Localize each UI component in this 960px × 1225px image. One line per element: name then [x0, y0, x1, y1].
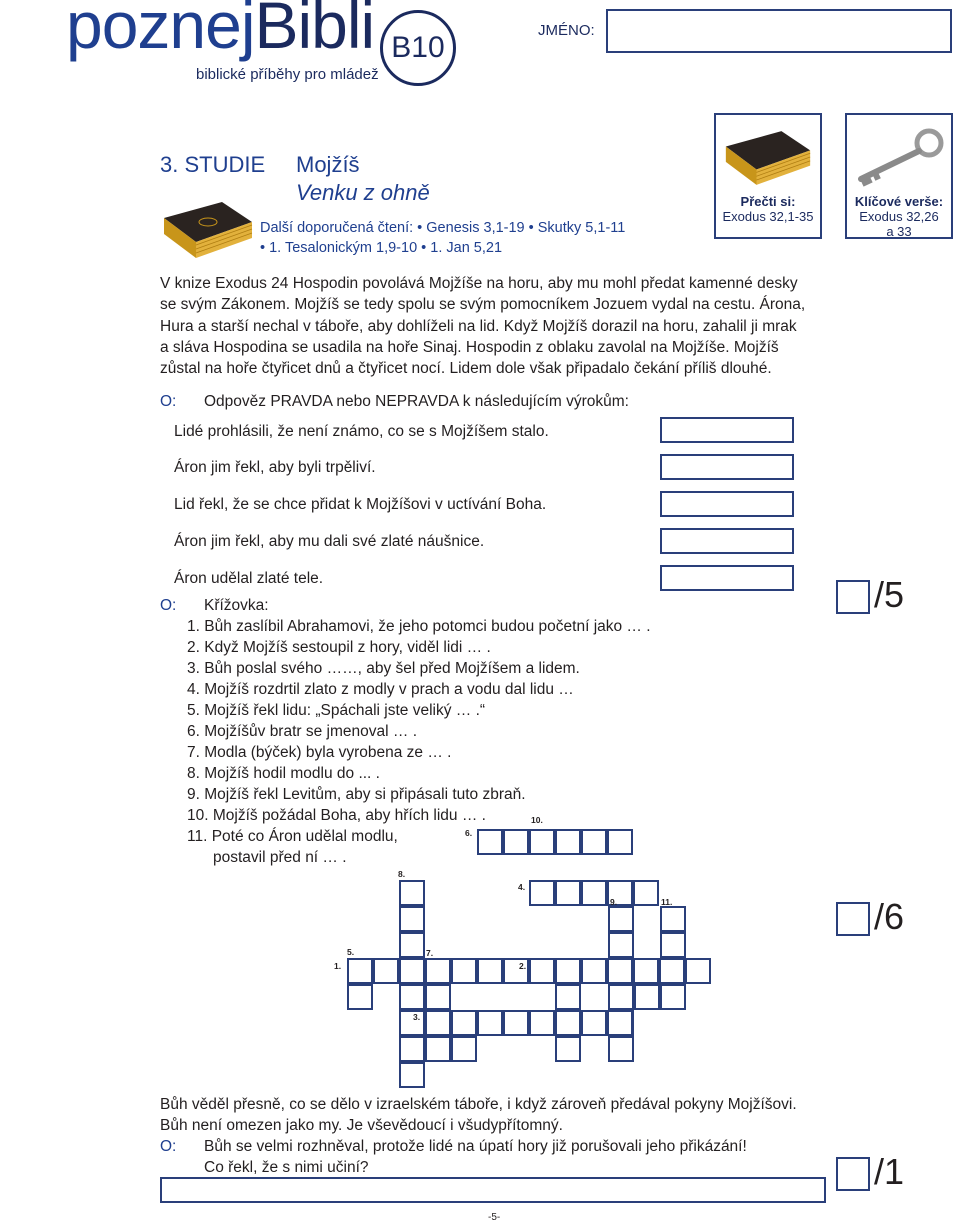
clue-number: 7.: [426, 948, 434, 958]
score-box[interactable]: [836, 1157, 870, 1191]
crossword-cell[interactable]: [633, 958, 659, 984]
score-box[interactable]: [836, 580, 870, 614]
crossword-cell[interactable]: [399, 958, 425, 984]
study-title: Mojžíš: [296, 152, 360, 177]
crossword-cell[interactable]: [529, 1010, 555, 1036]
closing-text: Bůh není omezen jako my. Je vševědoucí i všudypřítomný.: [160, 1117, 563, 1134]
answer-field[interactable]: [160, 1177, 826, 1203]
crossword-cell[interactable]: [607, 958, 633, 984]
crossword-cell[interactable]: [555, 958, 581, 984]
crossword-clue: 2. Když Mojžíš sestoupil z hory, viděl lidi … .: [187, 639, 491, 656]
page-number: -5-: [488, 1212, 501, 1223]
crossword-clue-continuation: postavil před ní … .: [213, 849, 347, 866]
bible-icon: [160, 196, 256, 269]
tf-statement: Áron jim řekl, aby byli trpěliví.: [174, 459, 376, 476]
clue-number: 9.: [610, 897, 618, 907]
crossword-cell[interactable]: [399, 880, 425, 906]
crossword-cell[interactable]: [581, 958, 607, 984]
crossword-cell[interactable]: [685, 958, 711, 984]
clue-number: 5.: [347, 947, 355, 957]
crossword-clue: 1. Bůh zaslíbil Abrahamovi, že jeho potomci budou početní jako … .: [187, 618, 651, 635]
crossword-cell[interactable]: [451, 958, 477, 984]
crossword-cell[interactable]: [634, 984, 660, 1010]
crossword-clue: 7. Modla (býček) byla vyrobena ze … .: [187, 744, 452, 761]
key-verses-card: [845, 113, 953, 239]
crossword-cell[interactable]: [399, 1036, 425, 1062]
intro-paragraph: [160, 273, 805, 379]
crossword-cell[interactable]: [529, 958, 555, 984]
tf-statement: Lidé prohlásili, že není známo, co se s Mojžíšem stalo.: [174, 423, 549, 440]
crossword-cell[interactable]: [529, 829, 555, 855]
crossword-clue: 8. Mojžíš hodil modlu do ... .: [187, 765, 380, 782]
crossword-cell[interactable]: [581, 829, 607, 855]
question-marker: O:: [160, 393, 177, 410]
logo: [66, 0, 375, 62]
crossword-cell[interactable]: [633, 880, 659, 906]
crossword-cell[interactable]: [425, 984, 451, 1010]
crossword-cell[interactable]: [477, 958, 503, 984]
intro-line: a sláva Hospodina se usadila na hoře Sinaj. Hospodin z oblaku zavolal na Mojžíše. Mojžíš: [160, 338, 779, 356]
crossword-cell[interactable]: [425, 958, 451, 984]
study-subtitle: Venku z ohně: [296, 180, 430, 205]
crossword-cell[interactable]: [660, 932, 686, 958]
closing-text: Bůh věděl přesně, co se dělo v izraelském táboře, i když zároveň předával pokyny Mojžíšovi.: [160, 1096, 797, 1113]
score-label: /1: [874, 1151, 905, 1192]
crossword-clue: 5. Mojžíš řekl lidu: „Spáchali jste veliký … .“: [187, 702, 486, 719]
tf-instruction: Odpověz PRAVDA nebo NEPRAVDA k následujícím výrokům:: [204, 393, 629, 410]
crossword-clue: 3. Bůh poslal svého ……, aby šel před Mojžíšem a lidem.: [187, 660, 580, 677]
crossword-cell[interactable]: [581, 880, 607, 906]
crossword-clue: 11. Poté co Áron udělal modlu,: [187, 828, 398, 845]
clue-number: 6.: [465, 828, 473, 838]
crossword-cell[interactable]: [477, 829, 503, 855]
crossword-cell[interactable]: [451, 1036, 477, 1062]
crossword-cell[interactable]: [555, 880, 581, 906]
crossword-cell[interactable]: [660, 984, 686, 1010]
crossword-cell[interactable]: [399, 932, 425, 958]
name-field[interactable]: [606, 9, 952, 53]
crossword-cell[interactable]: [425, 1036, 451, 1062]
clue-number: 1.: [334, 961, 342, 971]
further-reading-2: • 1. Tesalonickým 1,9-10 • 1. Jan 5,21: [260, 240, 503, 256]
tf-answer-field[interactable]: [660, 491, 794, 517]
clue-number: 4.: [518, 882, 526, 892]
further-reading-1: Další doporučená čtení: • Genesis 3,1-19 • Skutky 5,1-11: [260, 220, 626, 236]
crossword-cell[interactable]: [555, 984, 581, 1010]
key-verses-ref-2: a 33: [886, 224, 912, 239]
clue-number: 10.: [531, 815, 543, 825]
tf-answer-field[interactable]: [660, 528, 794, 554]
clue-number: 3.: [413, 1012, 421, 1022]
crossword-cell[interactable]: [399, 984, 425, 1010]
logo-part1: poznej: [66, 0, 255, 62]
tf-statement: Áron udělal zlaté tele.: [174, 570, 324, 587]
score-label: /6: [874, 896, 905, 937]
name-label: JMÉNO:: [538, 22, 595, 39]
score-label: /5: [874, 574, 905, 615]
clue-number: 8.: [398, 869, 406, 879]
key-verses-label: Klíčové verše:: [854, 194, 944, 209]
crossword-cell[interactable]: [399, 1010, 425, 1036]
tf-statement: Lid řekl, že se chce přidat k Mojžíšovi v uctívání Boha.: [174, 496, 547, 513]
bible-icon: [722, 125, 814, 191]
crossword-clue: 10. Mojžíš požádal Boha, aby hřích lidu … .: [187, 807, 486, 824]
study-number: 3. STUDIE: [160, 152, 266, 177]
crossword-cell[interactable]: [555, 829, 581, 855]
crossword-clue: 6. Mojžíšův bratr se jmenoval … .: [187, 723, 417, 740]
clue-number: 2.: [519, 961, 527, 971]
tf-answer-field[interactable]: [660, 454, 794, 480]
read-card: [714, 113, 822, 239]
intro-line: zůstal na hoře čtyřicet dnů a čtyřicet nocí. Lidem dole však připadalo čekání příliš dlouhé.: [160, 360, 772, 378]
key-icon: [851, 125, 947, 191]
tf-answer-field[interactable]: [660, 565, 794, 591]
tf-statement: Áron jim řekl, aby mu dali své zlaté náušnice.: [174, 533, 485, 550]
crossword-cell[interactable]: [399, 1062, 425, 1088]
crossword-cell[interactable]: [607, 1010, 633, 1036]
crossword-cell[interactable]: [399, 906, 425, 932]
tf-answer-field[interactable]: [660, 417, 794, 443]
crossword-cell[interactable]: [347, 958, 373, 984]
crossword-cell[interactable]: [608, 1036, 634, 1062]
closing-question: Bůh se velmi rozhněval, protože lidé na úpatí hory již porušovali jeho přikázání!: [204, 1138, 747, 1155]
crossword-clue: 9. Mojžíš řekl Levitům, aby si připásali tuto zbraň.: [187, 786, 526, 803]
crossword-cell[interactable]: [529, 880, 555, 906]
intro-line: Hura a starší nechal v táboře, aby dohlíželi na lid. Když Mojžíš dorazil na horu, zahalil ji mrak: [160, 317, 797, 335]
key-verses-ref-1: Exodus 32,26: [859, 209, 939, 224]
closing-question: Co řekl, že s nimi učiní?: [204, 1159, 369, 1176]
crossword-cell[interactable]: [503, 829, 529, 855]
question-marker: O:: [160, 1138, 177, 1155]
logo-part2: Bibli: [254, 0, 375, 62]
crossword-cell[interactable]: [659, 958, 685, 984]
level-badge: B10: [380, 10, 456, 86]
intro-line: V knize Exodus 24 Hospodin povolává Mojžíše na horu, aby mu mohl předat kamenné desky: [160, 275, 798, 292]
crossword-cell[interactable]: [581, 1010, 607, 1036]
crossword-cell[interactable]: [607, 829, 633, 855]
clue-number: 11.: [661, 897, 673, 907]
crossword-cell[interactable]: [608, 984, 634, 1010]
crossword-cell[interactable]: [555, 1036, 581, 1062]
score-box[interactable]: [836, 902, 870, 936]
crossword-clue: 4. Mojžíš rozdrtil zlato z modly v prach a vodu dal lidu …: [187, 681, 574, 698]
crossword-cell[interactable]: [608, 906, 634, 932]
tagline: biblické příběhy pro mládež: [196, 66, 379, 83]
crossword-cell[interactable]: [555, 1010, 581, 1036]
crossword-cell[interactable]: [373, 958, 399, 984]
crossword-cell[interactable]: [503, 1010, 529, 1036]
crossword-cell[interactable]: [347, 984, 373, 1010]
crossword-cell[interactable]: [660, 906, 686, 932]
crossword-cell[interactable]: [425, 1010, 451, 1036]
crossword-cell[interactable]: [451, 1010, 477, 1036]
intro-line: se svým Zákonem. Mojžíš se tedy spolu se svým pomocníkem Jozuem vydal na cestu. Árona,: [160, 296, 806, 314]
read-label: Přečti si:: [740, 194, 796, 209]
crossword-title: Křížovka:: [204, 597, 269, 614]
question-marker: O:: [160, 597, 177, 614]
crossword-cell[interactable]: [608, 932, 634, 958]
crossword-cell[interactable]: [477, 1010, 503, 1036]
read-ref: Exodus 32,1-35: [722, 209, 814, 224]
